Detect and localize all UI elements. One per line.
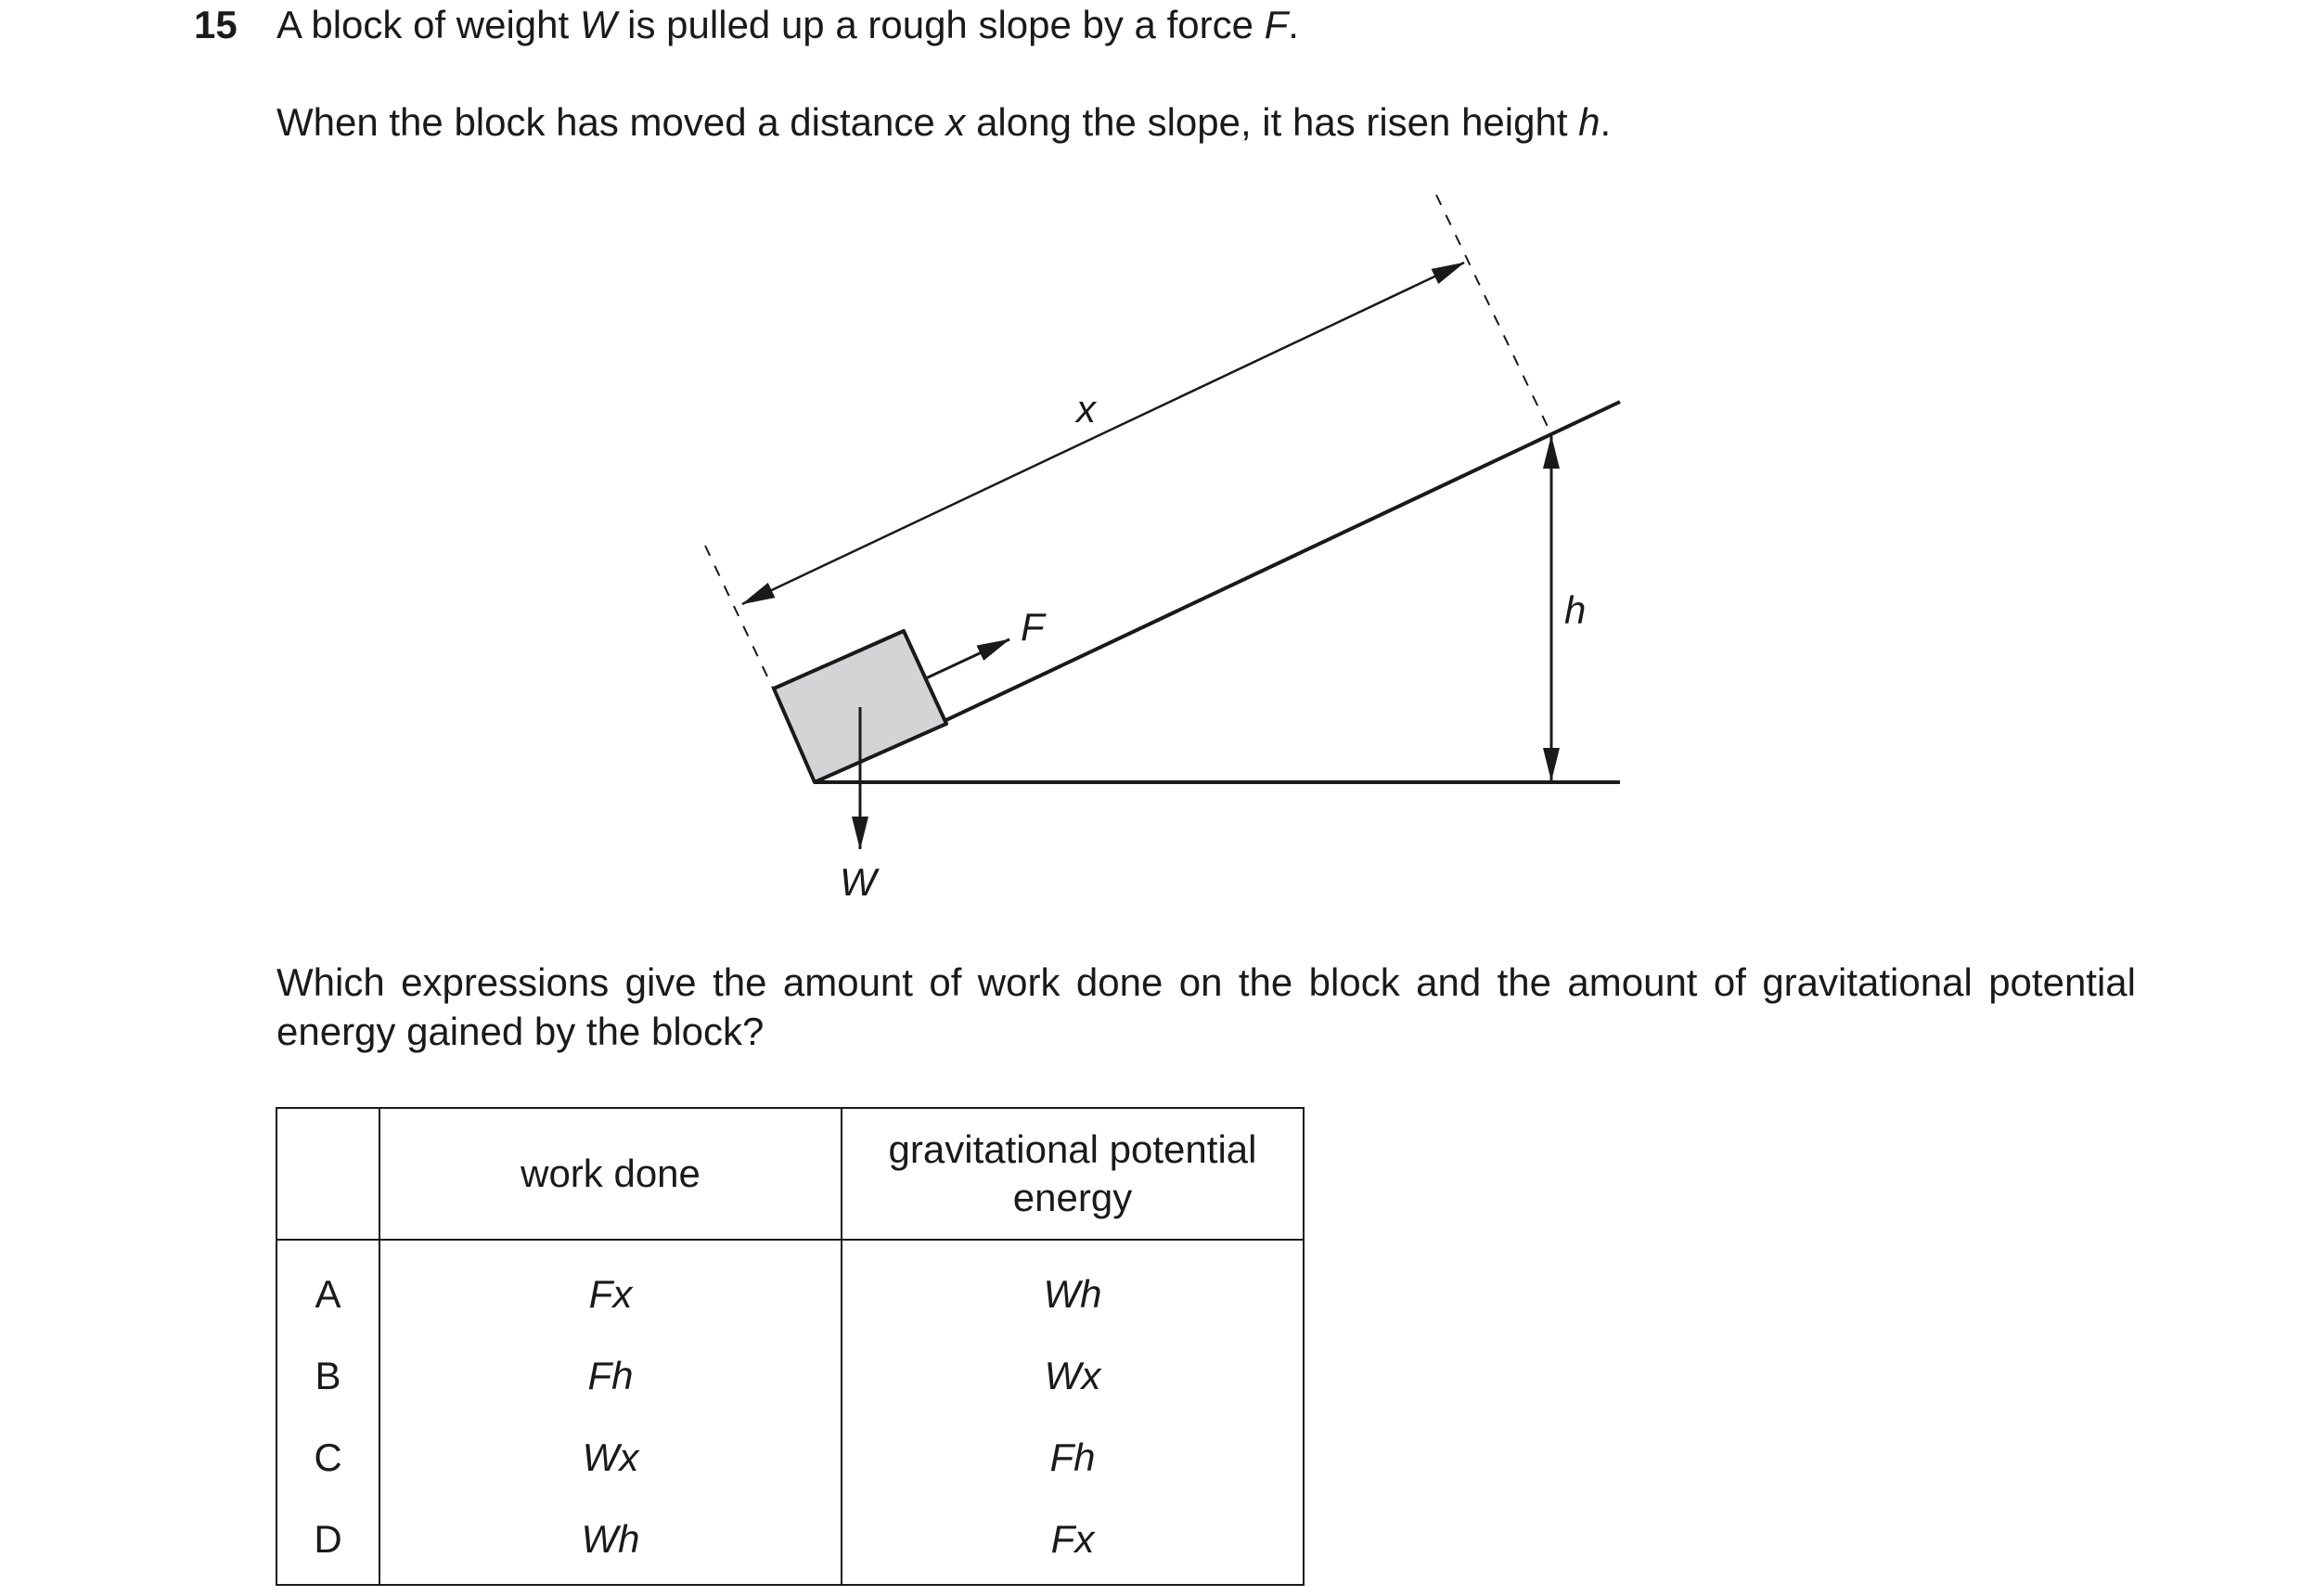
header-work-done <box>379 1108 842 1240</box>
answer-options-table <box>276 1107 1305 1586</box>
question-prompt: Which expressions give the amount of work done on the block and the amount of gravitational potential energy gained by the block? <box>276 960 2136 1053</box>
gpe-value: Fh <box>842 1417 1304 1499</box>
work-done-value: Wh <box>379 1499 842 1585</box>
option-letter: B <box>276 1335 379 1417</box>
stem-text: When the block has moved a distance <box>276 100 946 144</box>
option-letter: C <box>276 1417 379 1499</box>
symbol-height: h <box>1578 100 1600 144</box>
work-done-value: Fh <box>379 1335 842 1417</box>
table-row[interactable] <box>276 1240 1304 1335</box>
stem-text: . <box>1288 3 1299 46</box>
table-row[interactable] <box>276 1335 1304 1417</box>
symbol-distance: x <box>945 100 966 144</box>
stem-text: is pulled up a rough slope by a force <box>616 3 1265 46</box>
table-header-row <box>276 1108 1304 1240</box>
stem-text: A block of weight <box>276 3 580 46</box>
header-letter-cell <box>276 1108 379 1240</box>
symbol-force: F <box>1264 3 1289 46</box>
distance-x-arrow <box>742 263 1464 604</box>
distance-x-label: x <box>1076 387 1096 431</box>
gpe-value: Wx <box>842 1335 1304 1417</box>
height-h-label: h <box>1564 588 1587 632</box>
header-gpe-line-2: energy <box>1012 1176 1133 1219</box>
header-gpe-line-1: gravitational potential <box>888 1127 1257 1171</box>
weight-w-label: W <box>840 860 877 904</box>
question-number: 15 <box>194 3 238 46</box>
header-gpe <box>842 1108 1304 1240</box>
option-letter: D <box>276 1499 379 1585</box>
option-letter: A <box>276 1240 379 1335</box>
end-dashed-guide <box>1436 195 1551 434</box>
symbol-weight: W <box>579 3 617 46</box>
work-done-value: Wx <box>379 1417 842 1499</box>
work-done-value: Fx <box>379 1240 842 1335</box>
gpe-value: Fx <box>842 1499 1304 1585</box>
header-work-done-label: work done <box>521 1152 701 1195</box>
table-row[interactable] <box>276 1417 1304 1499</box>
force-f-arrow <box>926 639 1009 678</box>
stem-text: along the slope, it has risen height <box>965 100 1579 144</box>
gpe-value: Wh <box>842 1240 1304 1335</box>
stem-text: . <box>1600 100 1612 144</box>
start-dashed-guide <box>705 546 776 694</box>
table-row[interactable] <box>276 1499 1304 1585</box>
force-f-label: F <box>1021 605 1045 649</box>
